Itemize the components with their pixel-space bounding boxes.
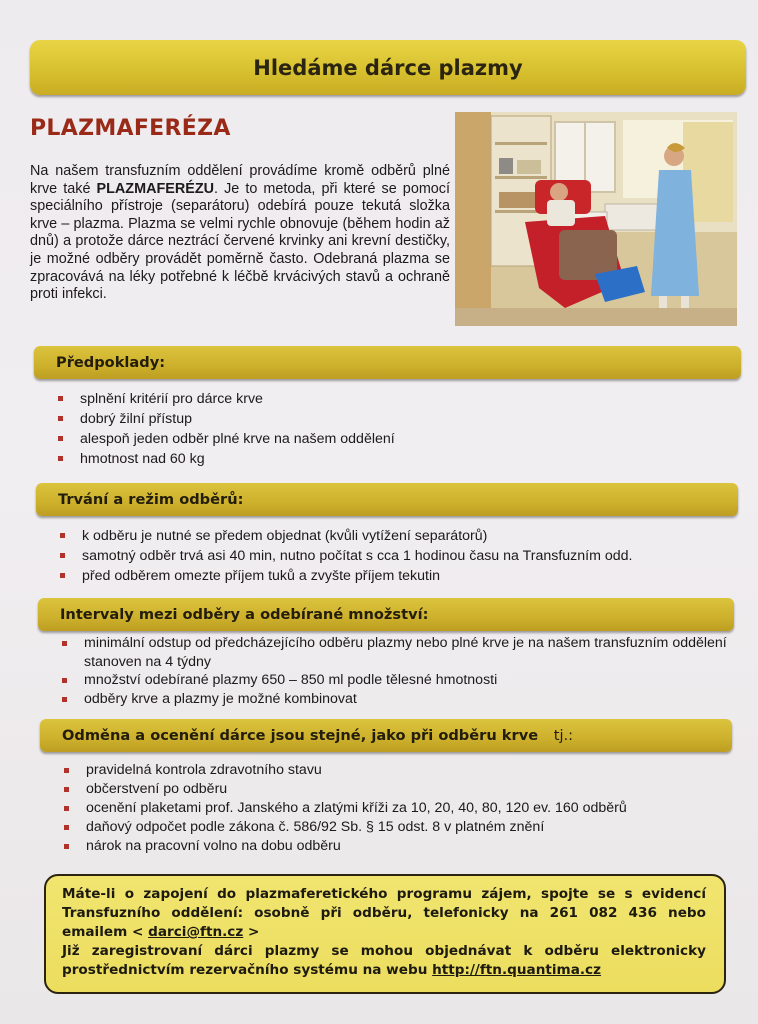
section-title [49, 606, 439, 623]
section-title [45, 354, 176, 371]
registration-paragraph [62, 942, 706, 980]
section-header-duration [36, 483, 738, 516]
section-title-tail: tj.: [549, 727, 574, 744]
list-item: občerstvení po odběru [62, 780, 734, 799]
contact-text-end: > [243, 924, 260, 940]
reservation-url-link[interactable]: http://ftn.quantima.cz [432, 962, 602, 978]
page-title: Hledáme dárce plazmy [253, 55, 523, 80]
section-title-text: Předpoklady: [56, 354, 166, 371]
list-item: minimální odstup od předcházejícího odběru plazmy nebo plné krve je na našem transfuzním oddělení stanoven na 4 týdny [60, 634, 732, 671]
intro-text-2: . Je to metoda, při které se pomocí speciálního přístroje (separátoru) odebírá pouze tekutá složka krve – plazma. Plazma se velmi rychle obnovuje (během hodin až dnů) a protože dárce neztrácí červené krvinky ani krevní destičky, je možné odběry provádět poměrně často. Odebraná plazma se zpracovává na léky potřebné k léčbě krvácivých stavů a ochraně proti infekci. [30, 180, 451, 303]
plasma-donation-photo [455, 112, 737, 326]
intro-bold-term: PLAZMAFERÉZU [96, 180, 215, 197]
section-title-text: Odměna a ocenění dárce jsou stejné, jako při odběru krve [62, 727, 539, 744]
section-title [47, 491, 254, 508]
list-item: ocenění plaketami prof. Janského a zlatými kříži za 10, 20, 40, 80, 120 ev. 160 odběrů [62, 799, 734, 818]
list-item: před odběrem omezte příjem tuků a zvyšte příjem tekutin [58, 566, 738, 586]
section-header-requirements [34, 346, 741, 379]
section-header-intervals [38, 598, 734, 631]
contact-box [44, 874, 726, 994]
contact-paragraph [62, 885, 706, 942]
list-item: hmotnost nad 60 kg [56, 449, 736, 469]
list-item: pravidelná kontrola zdravotního stavu [62, 761, 734, 780]
intervals-list [60, 634, 732, 708]
list-item: samotný odběr trvá asi 40 min, nutno počítat s cca 1 hodinou času na Transfuzním odd. [58, 546, 738, 566]
list-item: alespoň jeden odběr plné krve na našem oddělení [56, 429, 736, 449]
email-link[interactable]: darci@ftn.cz [148, 924, 244, 940]
list-item: odběry krve a plazmy je možné kombinovat [60, 690, 732, 709]
title-banner [30, 40, 746, 95]
rewards-list [62, 761, 734, 856]
list-item: dobrý žilní přístup [56, 409, 736, 429]
intro-paragraph [30, 163, 450, 304]
list-item: k odběru je nutné se předem objednat (kvůli vytížení separátorů) [58, 526, 738, 546]
photo-illustration [455, 112, 737, 326]
list-item: nárok na pracovní volno na dobu odběru [62, 837, 734, 856]
list-item: množství odebírané plazmy 650 – 850 ml podle tělesné hmotnosti [60, 671, 732, 690]
requirements-list [56, 389, 736, 469]
main-heading: PLAZMAFERÉZA [30, 116, 231, 141]
section-title [51, 727, 573, 744]
duration-list [58, 526, 738, 586]
section-title-text: Intervaly mezi odběry a odebírané množství: [60, 606, 429, 623]
section-header-rewards [40, 719, 732, 752]
intro-text-1: Na našem transfuzním oddělení provádíme kromě odběrů plné krve také [30, 163, 450, 197]
list-item: daňový odpočet podle zákona č. 586/92 Sb. § 15 odst. 8 v platném znění [62, 818, 734, 837]
registration-text: Již zaregistrovaní dárci plazmy se mohou objednávat k odběru elektronicky prostřednictvím rezervačního systému na webu [62, 943, 706, 978]
section-title-text: Trvání a režim odběrů: [58, 491, 244, 508]
contact-text: Máte-li o zapojení do plazmaferetického programu zájem, spojte se s evidencí Transfuzního oddělení: osobně při odběru, telefonicky na 261 082 436 nebo emailem < [62, 886, 706, 940]
list-item: splnění kritérií pro dárce krve [56, 389, 736, 409]
